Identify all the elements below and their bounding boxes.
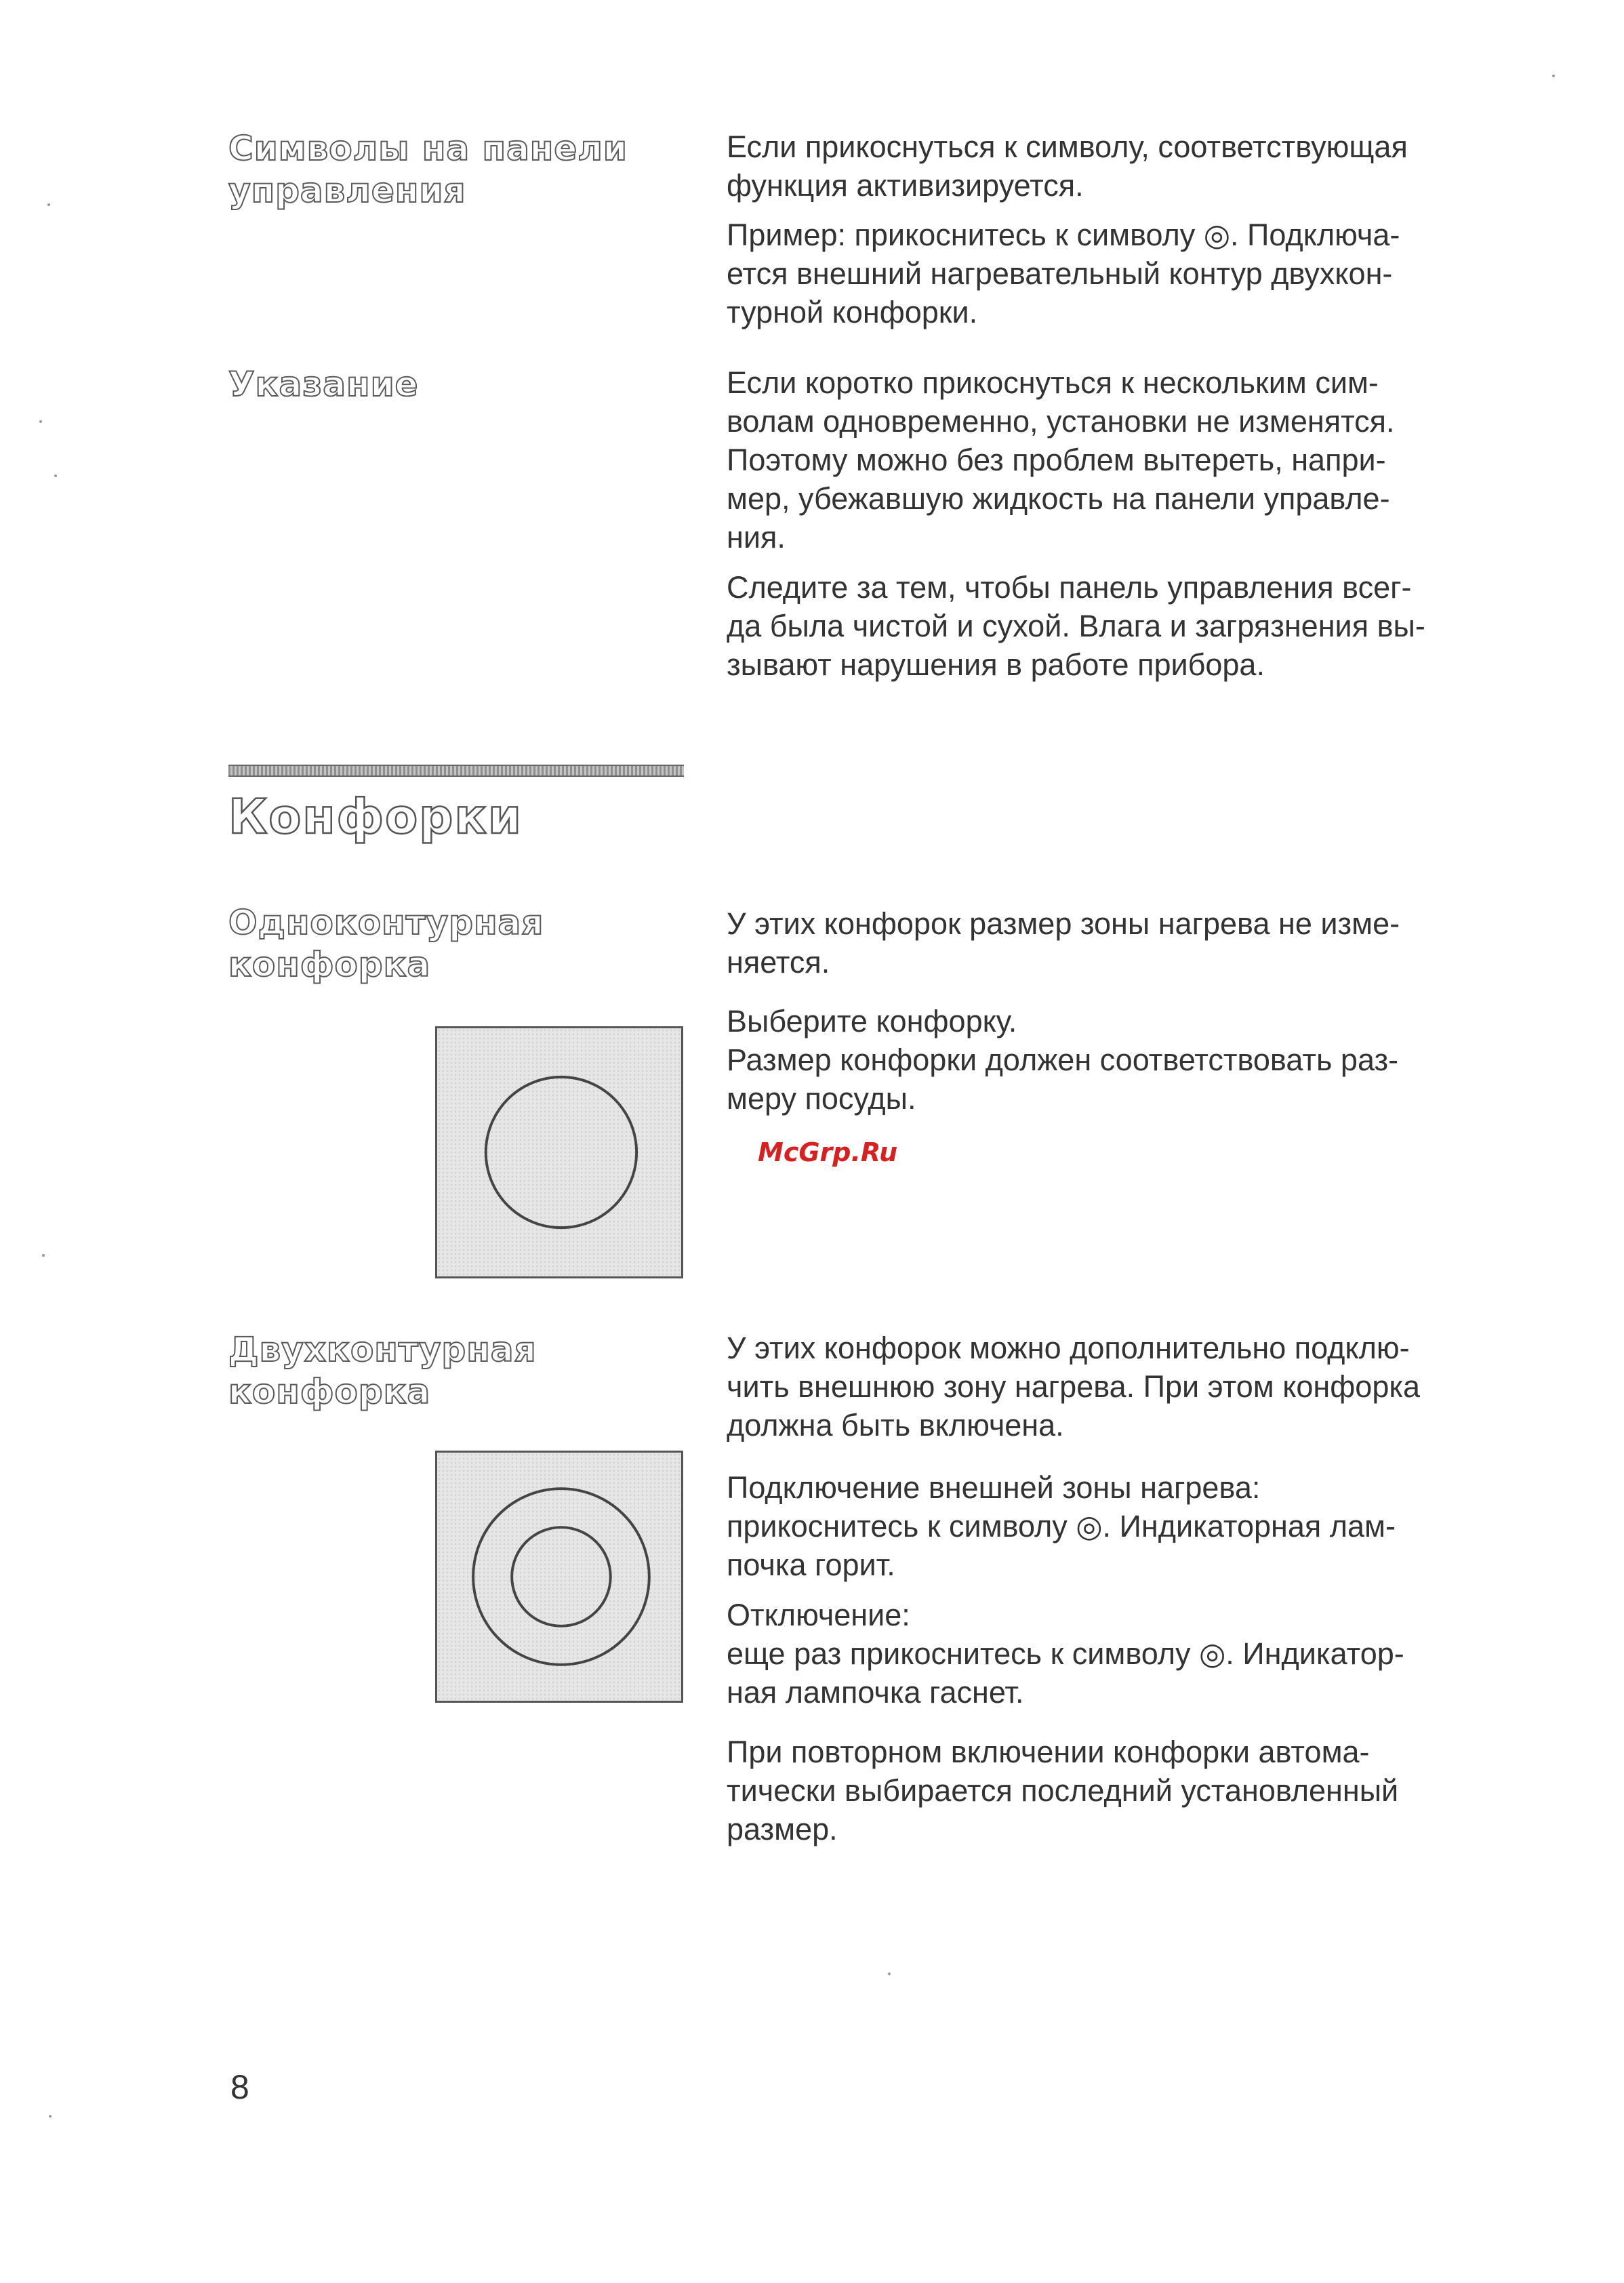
text-line: размер. xyxy=(727,1812,838,1846)
page-number: 8 xyxy=(230,2068,249,2106)
text-line: Подключение внешней зоны нагрева: xyxy=(727,1470,1261,1505)
text-line: функция активизируется. xyxy=(727,168,1084,203)
paragraph-note-1 xyxy=(727,363,1540,557)
section-divider-bar xyxy=(228,765,684,777)
paragraph-single-burner-1 xyxy=(727,904,1540,982)
paragraph-panel-symbols-1 xyxy=(727,127,1540,205)
heading-panel-symbols xyxy=(228,127,703,211)
heading-dual-burner xyxy=(228,1329,703,1413)
text-line: Пример: прикоснитесь к символу ◎. Подключа- xyxy=(727,218,1400,252)
text-line: У этих конфорок размер зоны нагрева не изме- xyxy=(727,906,1400,941)
text-line: Следите за тем, чтобы панель управления всег- xyxy=(727,570,1412,605)
text-line: Размер конфорки должен соответствовать раз- xyxy=(727,1043,1399,1077)
text-line: должна быть включена. xyxy=(727,1408,1064,1442)
text-line: Если прикоснуться к символу, соответствующая xyxy=(727,129,1408,164)
dual-circuit-icon xyxy=(437,1453,681,1701)
text-line: да была чистой и сухой. Влага и загрязнения вы- xyxy=(727,609,1425,643)
paragraph-panel-symbols-2 xyxy=(727,216,1540,331)
text-line: Если коротко прикоснуться к нескольким сим- xyxy=(727,365,1379,400)
heading-line: конфорка xyxy=(228,945,431,984)
text-line: прикоснитесь к символу ◎. Индикаторная лам- xyxy=(727,1509,1396,1543)
text-line: еще раз прикоснитесь к символу ◎. Индикатор- xyxy=(727,1636,1404,1671)
heading-line: Указание xyxy=(228,365,419,404)
text-line: ется внешний нагревательный контур двухкон- xyxy=(727,256,1393,291)
scan-speck xyxy=(47,203,50,206)
burner-ring xyxy=(486,1077,636,1228)
text-line: тически выбирается последний установленный xyxy=(727,1773,1399,1808)
text-line: зывают нарушения в работе прибора. xyxy=(727,647,1265,682)
single-burner-illustration xyxy=(435,1026,683,1278)
paragraph-dual-burner-3 xyxy=(727,1596,1540,1712)
paragraph-single-burner-2 xyxy=(727,1002,1540,1118)
heading-single-burner xyxy=(228,902,703,986)
text-line: ния. xyxy=(727,520,786,554)
paragraph-dual-burner-1 xyxy=(727,1329,1540,1444)
scan-speck xyxy=(49,2115,52,2118)
paragraph-dual-burner-4 xyxy=(727,1733,1540,1848)
text-line: При повторном включении конфорки автома- xyxy=(727,1735,1370,1769)
text-line: турной конфорки. xyxy=(727,295,978,329)
paragraph-note-2 xyxy=(727,568,1540,684)
text-line: ная лампочка гаснет. xyxy=(727,1675,1024,1710)
heading-line: конфорка xyxy=(228,1372,431,1411)
scan-speck xyxy=(54,474,57,477)
text-line: Выберите конфорку. xyxy=(727,1004,1017,1038)
text-line: У этих конфорок можно дополнительно подклю- xyxy=(727,1331,1410,1365)
text-line: Отключение: xyxy=(727,1598,910,1632)
burner-outer-ring xyxy=(473,1489,649,1665)
section-title: Конфорки xyxy=(228,789,523,845)
text-line: няется. xyxy=(727,945,830,979)
dual-burner-illustration xyxy=(435,1451,683,1703)
heading-line: Одноконтурная xyxy=(228,903,544,942)
scan-speck xyxy=(1552,75,1555,77)
scan-speck xyxy=(42,1254,45,1257)
scan-speck xyxy=(39,420,42,423)
text-line: Поэтому можно без проблем вытереть, напри- xyxy=(727,443,1386,477)
scan-speck xyxy=(888,1973,891,1975)
single-circuit-icon xyxy=(437,1028,681,1276)
watermark-text: McGrp.Ru xyxy=(758,1137,898,1167)
heading-line: управления xyxy=(228,171,466,210)
heading-line: Символы на панели xyxy=(228,129,628,168)
text-line: волам одновременно, установки не изменятся. xyxy=(727,404,1395,439)
paragraph-dual-burner-2 xyxy=(727,1468,1540,1584)
heading-line: Двухконтурная xyxy=(228,1330,537,1369)
burner-inner-ring xyxy=(512,1527,611,1626)
text-line: меру посуды. xyxy=(727,1081,916,1116)
text-line: почка горит. xyxy=(727,1548,895,1582)
heading-note xyxy=(228,363,703,405)
text-line: чить внешнюю зону нагрева. При этом конфорка xyxy=(727,1369,1421,1404)
text-line: мер, убежавшую жидкость на панели управле- xyxy=(727,481,1390,516)
